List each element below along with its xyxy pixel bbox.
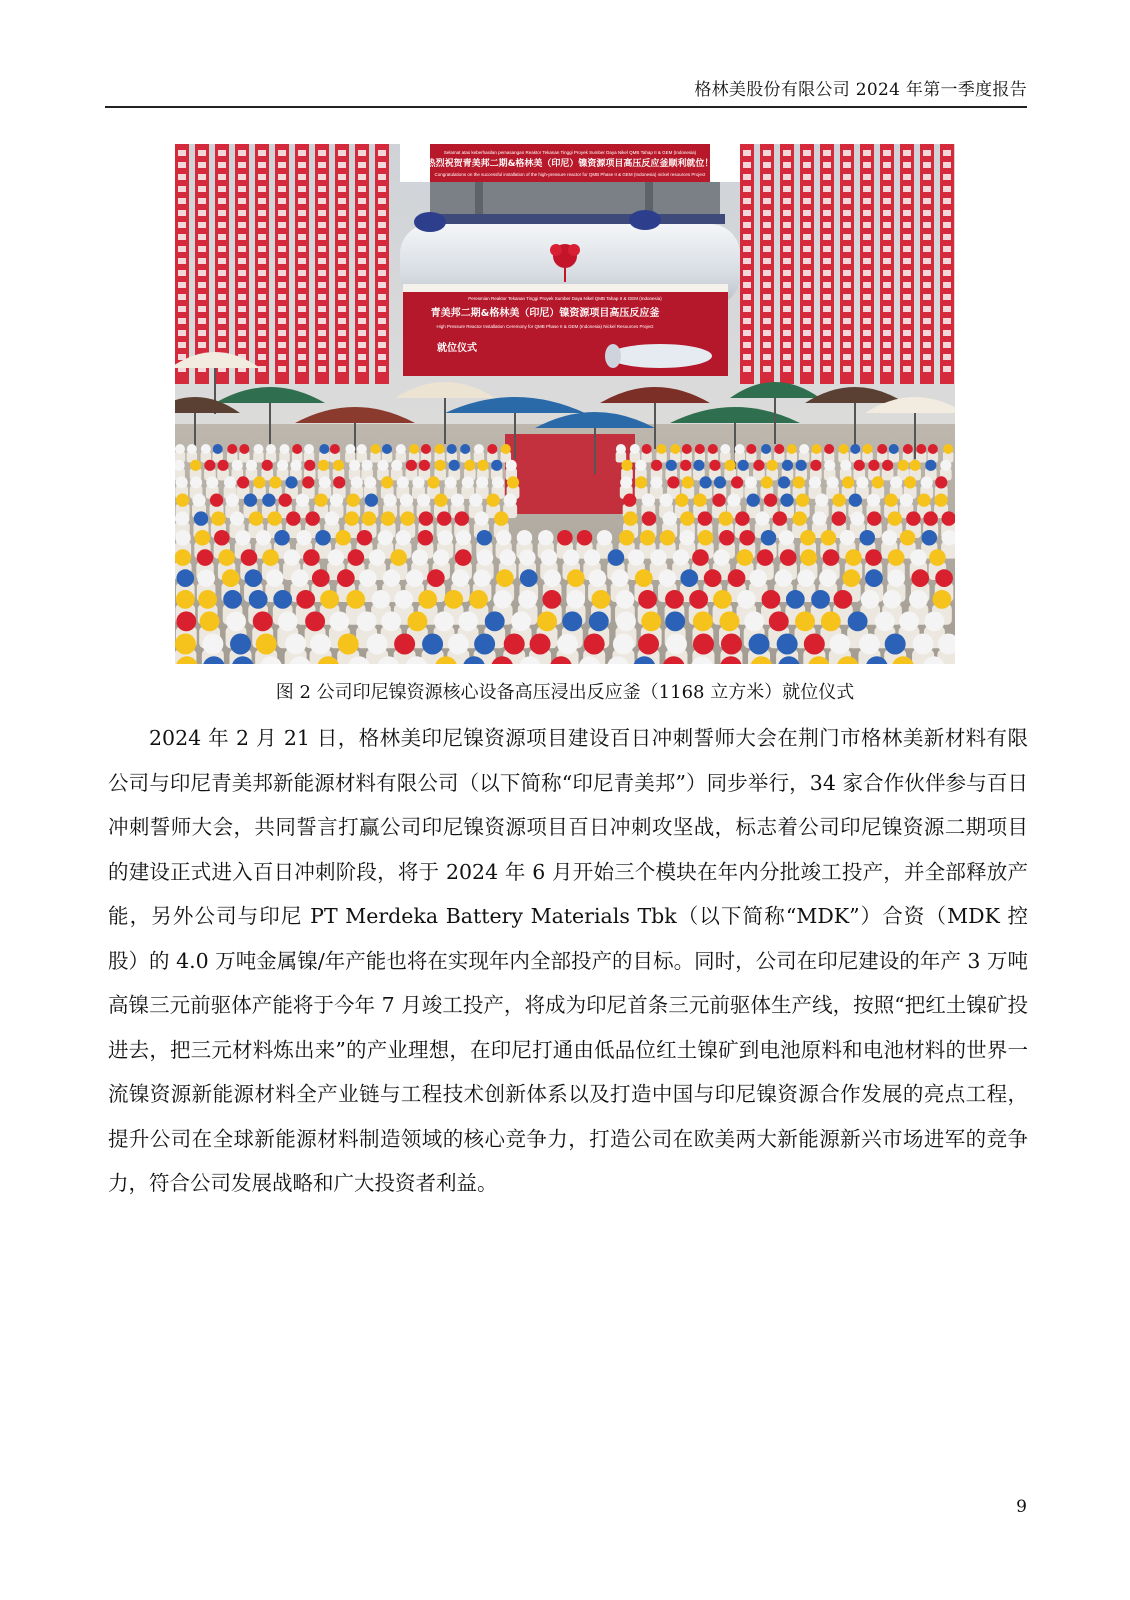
top-banner-line2: 热烈祝贺青美邦二期&格林美（印尼）镍资源项目高压反应釜顺利就位！ xyxy=(426,159,714,169)
banner-flag xyxy=(315,144,329,384)
attendee xyxy=(421,444,432,463)
page-number: 9 xyxy=(1016,1497,1027,1517)
attendee xyxy=(446,444,457,463)
banner-flag xyxy=(880,144,894,384)
attendee xyxy=(641,444,652,463)
attendee xyxy=(279,444,290,463)
attendee xyxy=(786,444,797,463)
banner-flag xyxy=(940,144,954,384)
attendee xyxy=(903,444,914,463)
banner-flag xyxy=(335,144,349,384)
attendee xyxy=(916,444,927,463)
header-title: 格林美股份有限公司 2024 年第一季度报告 xyxy=(694,80,1027,100)
attendee xyxy=(253,444,264,463)
attendee xyxy=(319,444,330,463)
attendee xyxy=(460,444,471,463)
top-banner-line1: Selamat atas keberhasilan pemasangan Reaktor Tekanan Tinggi Proyek Sumber Daya Nikel QMB Tahap II & GEM (Indonesia) xyxy=(443,150,697,155)
attendee xyxy=(761,444,772,463)
attendee xyxy=(799,444,810,463)
figure-caption: 图 2 公司印尼镍资源核心设备高压浸出反应釜（1168 立方米）就位仪式 xyxy=(275,682,855,703)
banner-flag xyxy=(355,144,369,384)
attendee xyxy=(474,444,485,463)
banner-flag xyxy=(840,144,854,384)
banner-flag xyxy=(860,144,874,384)
banner-flag xyxy=(920,144,934,384)
attendee xyxy=(187,444,198,463)
attendee xyxy=(239,444,250,463)
right-banner-flags xyxy=(740,144,954,384)
attendee xyxy=(708,444,719,463)
banner-flag xyxy=(235,144,249,384)
attendee xyxy=(811,444,822,463)
board-line1: Peresmian Reaktor Tekanan Tinggi Proyek Sumber Daya Nikel QMB Tahap II & GEM (Indonesia) xyxy=(468,296,662,301)
board-line3: High Pressure Reactor Installation Ceremony for QMB Phase II & GEM (Indonesia) Nickel Resources Project xyxy=(436,324,654,329)
banner-flag xyxy=(375,144,389,384)
attendee xyxy=(682,444,693,463)
attendee xyxy=(616,444,627,463)
attendee xyxy=(409,444,420,463)
banner-flag xyxy=(740,144,754,384)
attendee xyxy=(889,444,900,463)
attendee xyxy=(261,460,273,481)
ceremony-photo xyxy=(175,144,955,664)
attendee xyxy=(838,444,849,463)
attendee xyxy=(201,444,211,463)
attendee xyxy=(850,444,861,463)
banner-flag xyxy=(175,144,189,384)
attendee xyxy=(330,444,341,463)
attendee xyxy=(720,444,731,463)
attendee xyxy=(630,444,641,463)
ceremony-board xyxy=(403,284,728,376)
banner-flag xyxy=(900,144,914,384)
attendee xyxy=(774,444,785,463)
banner-flag xyxy=(295,144,309,384)
attendee xyxy=(501,444,512,463)
top-banner xyxy=(400,144,740,182)
left-banner-flags xyxy=(175,144,389,384)
banner-flag xyxy=(195,144,209,384)
attendee xyxy=(487,444,498,463)
attendee xyxy=(862,444,873,463)
attendee xyxy=(877,444,888,463)
attendee xyxy=(304,444,315,463)
attendee xyxy=(396,444,407,463)
red-carpet xyxy=(505,434,635,514)
attendee xyxy=(943,444,954,463)
banner-flag xyxy=(255,144,269,384)
attendee xyxy=(753,460,765,481)
attendee xyxy=(266,444,277,463)
banner-flag xyxy=(215,144,229,384)
attendee xyxy=(734,444,745,463)
attendee xyxy=(212,444,223,463)
attendee xyxy=(695,444,706,463)
attendee xyxy=(292,444,303,463)
attendee xyxy=(370,444,381,463)
attendee xyxy=(345,444,356,463)
attendee xyxy=(882,460,894,481)
banner-flag xyxy=(780,144,794,384)
banner-flag xyxy=(820,144,834,384)
attendee xyxy=(928,444,939,463)
attendee xyxy=(357,444,368,463)
board-line2: 青美邦二期&格林美（印尼）镍资源项目高压反应釜 xyxy=(430,308,660,319)
attendee xyxy=(382,444,393,463)
body-paragraph: 2024 年 2 月 21 日，格林美印尼镍资源项目建设百日冲刺誓师大会在荆门市格林美新材料有限公司与印尼青美邦新能源材料有限公司（以下简称“印尼青美邦”）同步举行，34 家合作伙伴参与百日冲刺誓师大会，共同誓言打赢公司印尼镍资源项目百日冲刺攻坚战，标志着公司印尼镍资源二期项目的建设正式进入百日冲刺阶段，将于 2024 年 6 月开始三个模块在年内分批竣工投产，并全部释放产能，另外公司与印尼 PT Merdeka Battery Materials Tbk（以下简称“MDK”）合资（MDK 控股）的 4.0 万吨金属镍/年产能也将在实现年内全部投产的目标。同时，公司在印尼建设的年产 3 万吨高镍三元前驱体产能将于今年 7 月竣工投产，将成为印尼首条三元前驱体生产线，按照“把红土镍矿投进去，把三元材料炼出来”的产业理想，在印尼打通由低品位红土镍矿到电池原料和电池材料的世界一流镍资源新能源材料全产业链与工程技术创新体系以及打造中国与印尼镍资源合作发展的亮点工程，提升公司在全球新能源材料制造领域的核心竞争力，打造公司在欧美两大新能源新兴市场进军的竞争力，符合公司发展战略和广大投资者利益。 xyxy=(108,726,1028,1195)
attendee xyxy=(175,444,185,463)
attendee xyxy=(670,444,681,463)
page-header xyxy=(105,76,1027,108)
board-line4: 就位仪式 xyxy=(437,343,477,354)
banner-flag xyxy=(760,144,774,384)
attendee xyxy=(434,444,445,463)
banner-flag xyxy=(275,144,289,384)
banner-flag xyxy=(800,144,814,384)
attendee xyxy=(824,444,835,463)
top-banner-line3: Congratulations on the successful installation of the high-pressure reactor for QMB Phase II & GEM (Indonesia) nickel resources Project xyxy=(434,172,706,177)
attendee xyxy=(246,460,258,481)
attendee xyxy=(656,444,667,463)
attendee xyxy=(227,444,238,463)
attendee xyxy=(746,444,757,463)
